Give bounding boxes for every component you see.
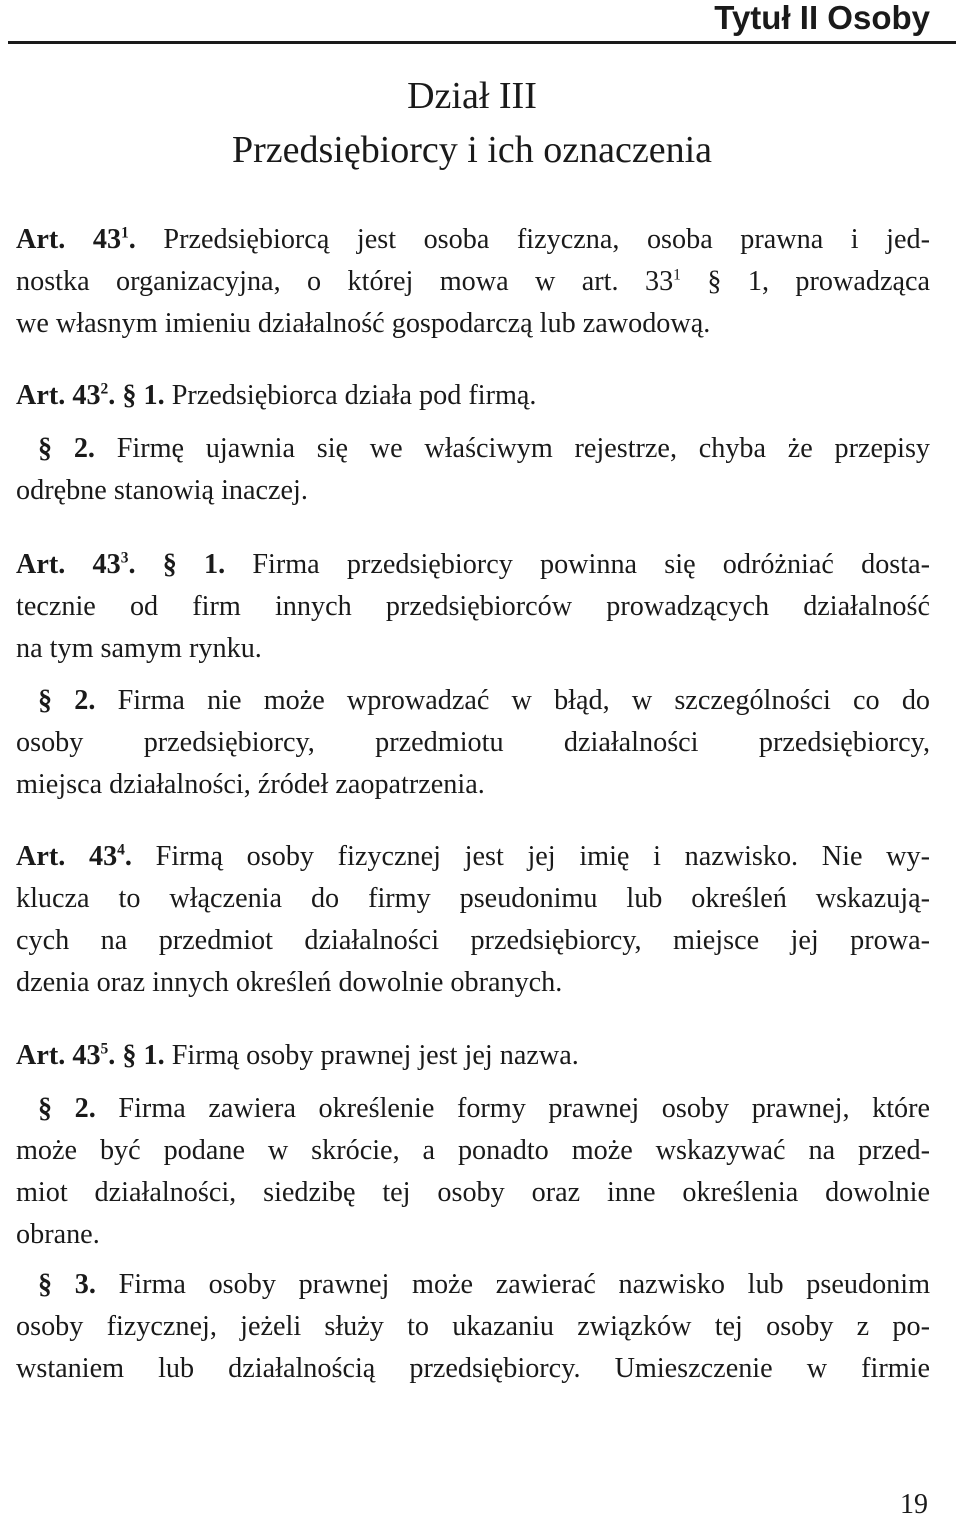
paragraph-mark: § 2.: [38, 1093, 96, 1124]
article-line: tecznie od firm innych przedsiębiorców prowadzących działalność: [16, 591, 930, 622]
article-label: Art. $43^2$. § 1.: [16, 380, 165, 411]
paragraph-mark: § 2.: [38, 685, 96, 716]
header-rule: [8, 41, 956, 44]
article-line: osoby fizycznej, jeżeli służy to ukazaniu związków tej osoby z po-: [16, 1311, 930, 1342]
article-line: § 2. Firmę ujawnia się we właściwym rejestrze, chyba że przepisy: [38, 433, 931, 464]
article-line: cych na przedmiot działalności przedsiębiorcy, miejsce jej prowa-: [16, 925, 930, 956]
article-line: obrane.: [16, 1219, 100, 1250]
paragraph-mark: § 3.: [38, 1269, 96, 1300]
article-line: miejsca działalności, źródeł zaopatrzenia.: [16, 769, 485, 800]
article-line: na tym samym rynku.: [16, 633, 262, 664]
article-line: miot działalności, siedzibę tej osoby oraz inne określenia dowolnie: [16, 1177, 930, 1208]
article-line: nostka organizacyjna, o której mowa w art. $33^1$ § 1, prowadząca: [16, 266, 930, 297]
running-head: Tytuł II Osoby: [714, 0, 930, 36]
article-label: Art. $43^4$.: [16, 841, 132, 872]
article-line: Art. $43^2$. § 1. Przedsiębiorca działa pod firmą.: [16, 380, 537, 411]
article-line: we własnym imieniu działalność gospodarczą lub zawodową.: [16, 308, 711, 339]
article-line: § 2. Firma nie może wprowadzać w błąd, w szczególności co do: [38, 685, 931, 716]
article-line: osoby przedsiębiorcy, przedmiotu działalności przedsiębiorcy,: [16, 727, 930, 758]
article-label: Art. $43^1$.: [16, 224, 136, 255]
article-line: dzenia oraz innych określeń dowolnie obranych.: [16, 967, 563, 998]
page-number: 19: [900, 1489, 928, 1520]
section-title: Dział III: [407, 75, 537, 117]
article-line: Art. $43^3$. § 1. Firma przedsiębiorcy powinna się odróżniać dosta-: [16, 549, 930, 580]
paragraph-mark: § 2.: [38, 433, 95, 464]
article-line: może być podane w skrócie, a ponadto może wskazywać na przed-: [16, 1135, 930, 1166]
article-line: § 2. Firma zawiera określenie formy prawnej osoby prawnej, które: [38, 1093, 931, 1124]
article-line: Art. $43^1$. Przedsiębiorcą jest osoba fizyczna, osoba prawna i jed-: [16, 224, 930, 255]
article-line: Art. $43^4$. Firmą osoby fizycznej jest jej imię i nazwisko. Nie wy-: [16, 841, 930, 872]
article-line: Art. $43^5$. § 1. Firmą osoby prawnej jest jej nazwa.: [16, 1040, 579, 1071]
article-line: klucza to włączenia do firmy pseudonimu lub określeń wskazują-: [16, 883, 930, 914]
article-label: Art. $43^5$. § 1.: [16, 1040, 165, 1071]
article-line: odrębne stanowią inaczej.: [16, 475, 308, 506]
article-line: § 3. Firma osoby prawnej może zawierać nazwisko lub pseudonim: [38, 1269, 931, 1300]
section-subtitle: Przedsiębiorcy i ich oznaczenia: [231, 129, 713, 171]
article-line: wstaniem lub działalnością przedsiębiorcy. Umieszczenie w firmie: [16, 1353, 930, 1384]
article-label: Art. $43^3$. § 1.: [16, 549, 226, 580]
